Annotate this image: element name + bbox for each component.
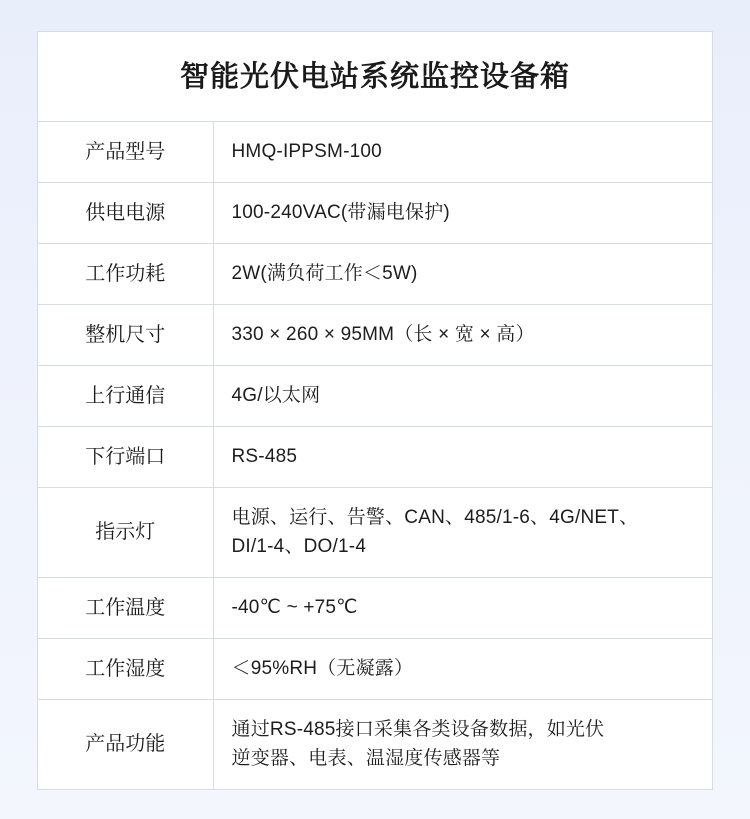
spec-value-line: ＜95%RH（无凝露） [231, 657, 414, 679]
spec-label: 整机尺寸 [38, 304, 213, 365]
spec-label: 产品型号 [38, 122, 213, 183]
spec-label: 指示灯 [38, 487, 213, 577]
spec-value-line: 电源、运行、告警、CAN、485/1-6、4G/NET、 [231, 506, 639, 528]
spec-value-line: 330 × 260 × 95MM（长 × 宽 × 高） [231, 324, 535, 346]
spec-label: 工作功耗 [38, 243, 213, 304]
spec-label: 供电电源 [38, 182, 213, 243]
spec-value-line: 逆变器、电表、温湿度传感器等 [231, 748, 501, 770]
spec-value-line: 通过RS-485接口采集各类设备数据，如光伏 [231, 718, 605, 740]
table-row [38, 243, 712, 304]
table-row [38, 577, 712, 638]
page-title: 智能光伏电站系统监控设备箱 [38, 32, 712, 122]
spec-value [213, 365, 712, 426]
spec-value [213, 122, 712, 183]
table-row [38, 638, 712, 699]
spec-value [213, 638, 712, 699]
spec-label: 上行通信 [38, 365, 213, 426]
table-row [38, 426, 712, 487]
spec-label: 工作温度 [38, 577, 213, 638]
spec-value [213, 243, 712, 304]
spec-value [213, 699, 712, 788]
spec-value-line: RS-485 [231, 446, 298, 468]
spec-value [213, 304, 712, 365]
spec-value-line: HMQ-IPPSM-100 [231, 141, 382, 163]
table-row [38, 122, 712, 183]
table-row [38, 365, 712, 426]
spec-value [213, 487, 712, 577]
table-row [38, 182, 712, 243]
spec-value-line: DI/1-4、DO/1-4 [231, 536, 367, 558]
spec-value [213, 426, 712, 487]
table-row [38, 699, 712, 788]
table-row [38, 487, 712, 577]
spec-value [213, 182, 712, 243]
spec-value-line: 4G/以太网 [231, 385, 321, 407]
spec-label: 下行端口 [38, 426, 213, 487]
spec-label: 工作湿度 [38, 638, 213, 699]
spec-value-line: 2W(满负荷工作＜5W) [231, 263, 418, 285]
table-row [38, 304, 712, 365]
specification-table [38, 122, 712, 789]
spec-value-line: 100-240VAC(带漏电保护) [231, 202, 450, 224]
spec-value-line: -40℃ ~ +75℃ [231, 596, 358, 618]
specification-card [37, 31, 713, 790]
spec-label: 产品功能 [38, 699, 213, 788]
spec-value [213, 577, 712, 638]
